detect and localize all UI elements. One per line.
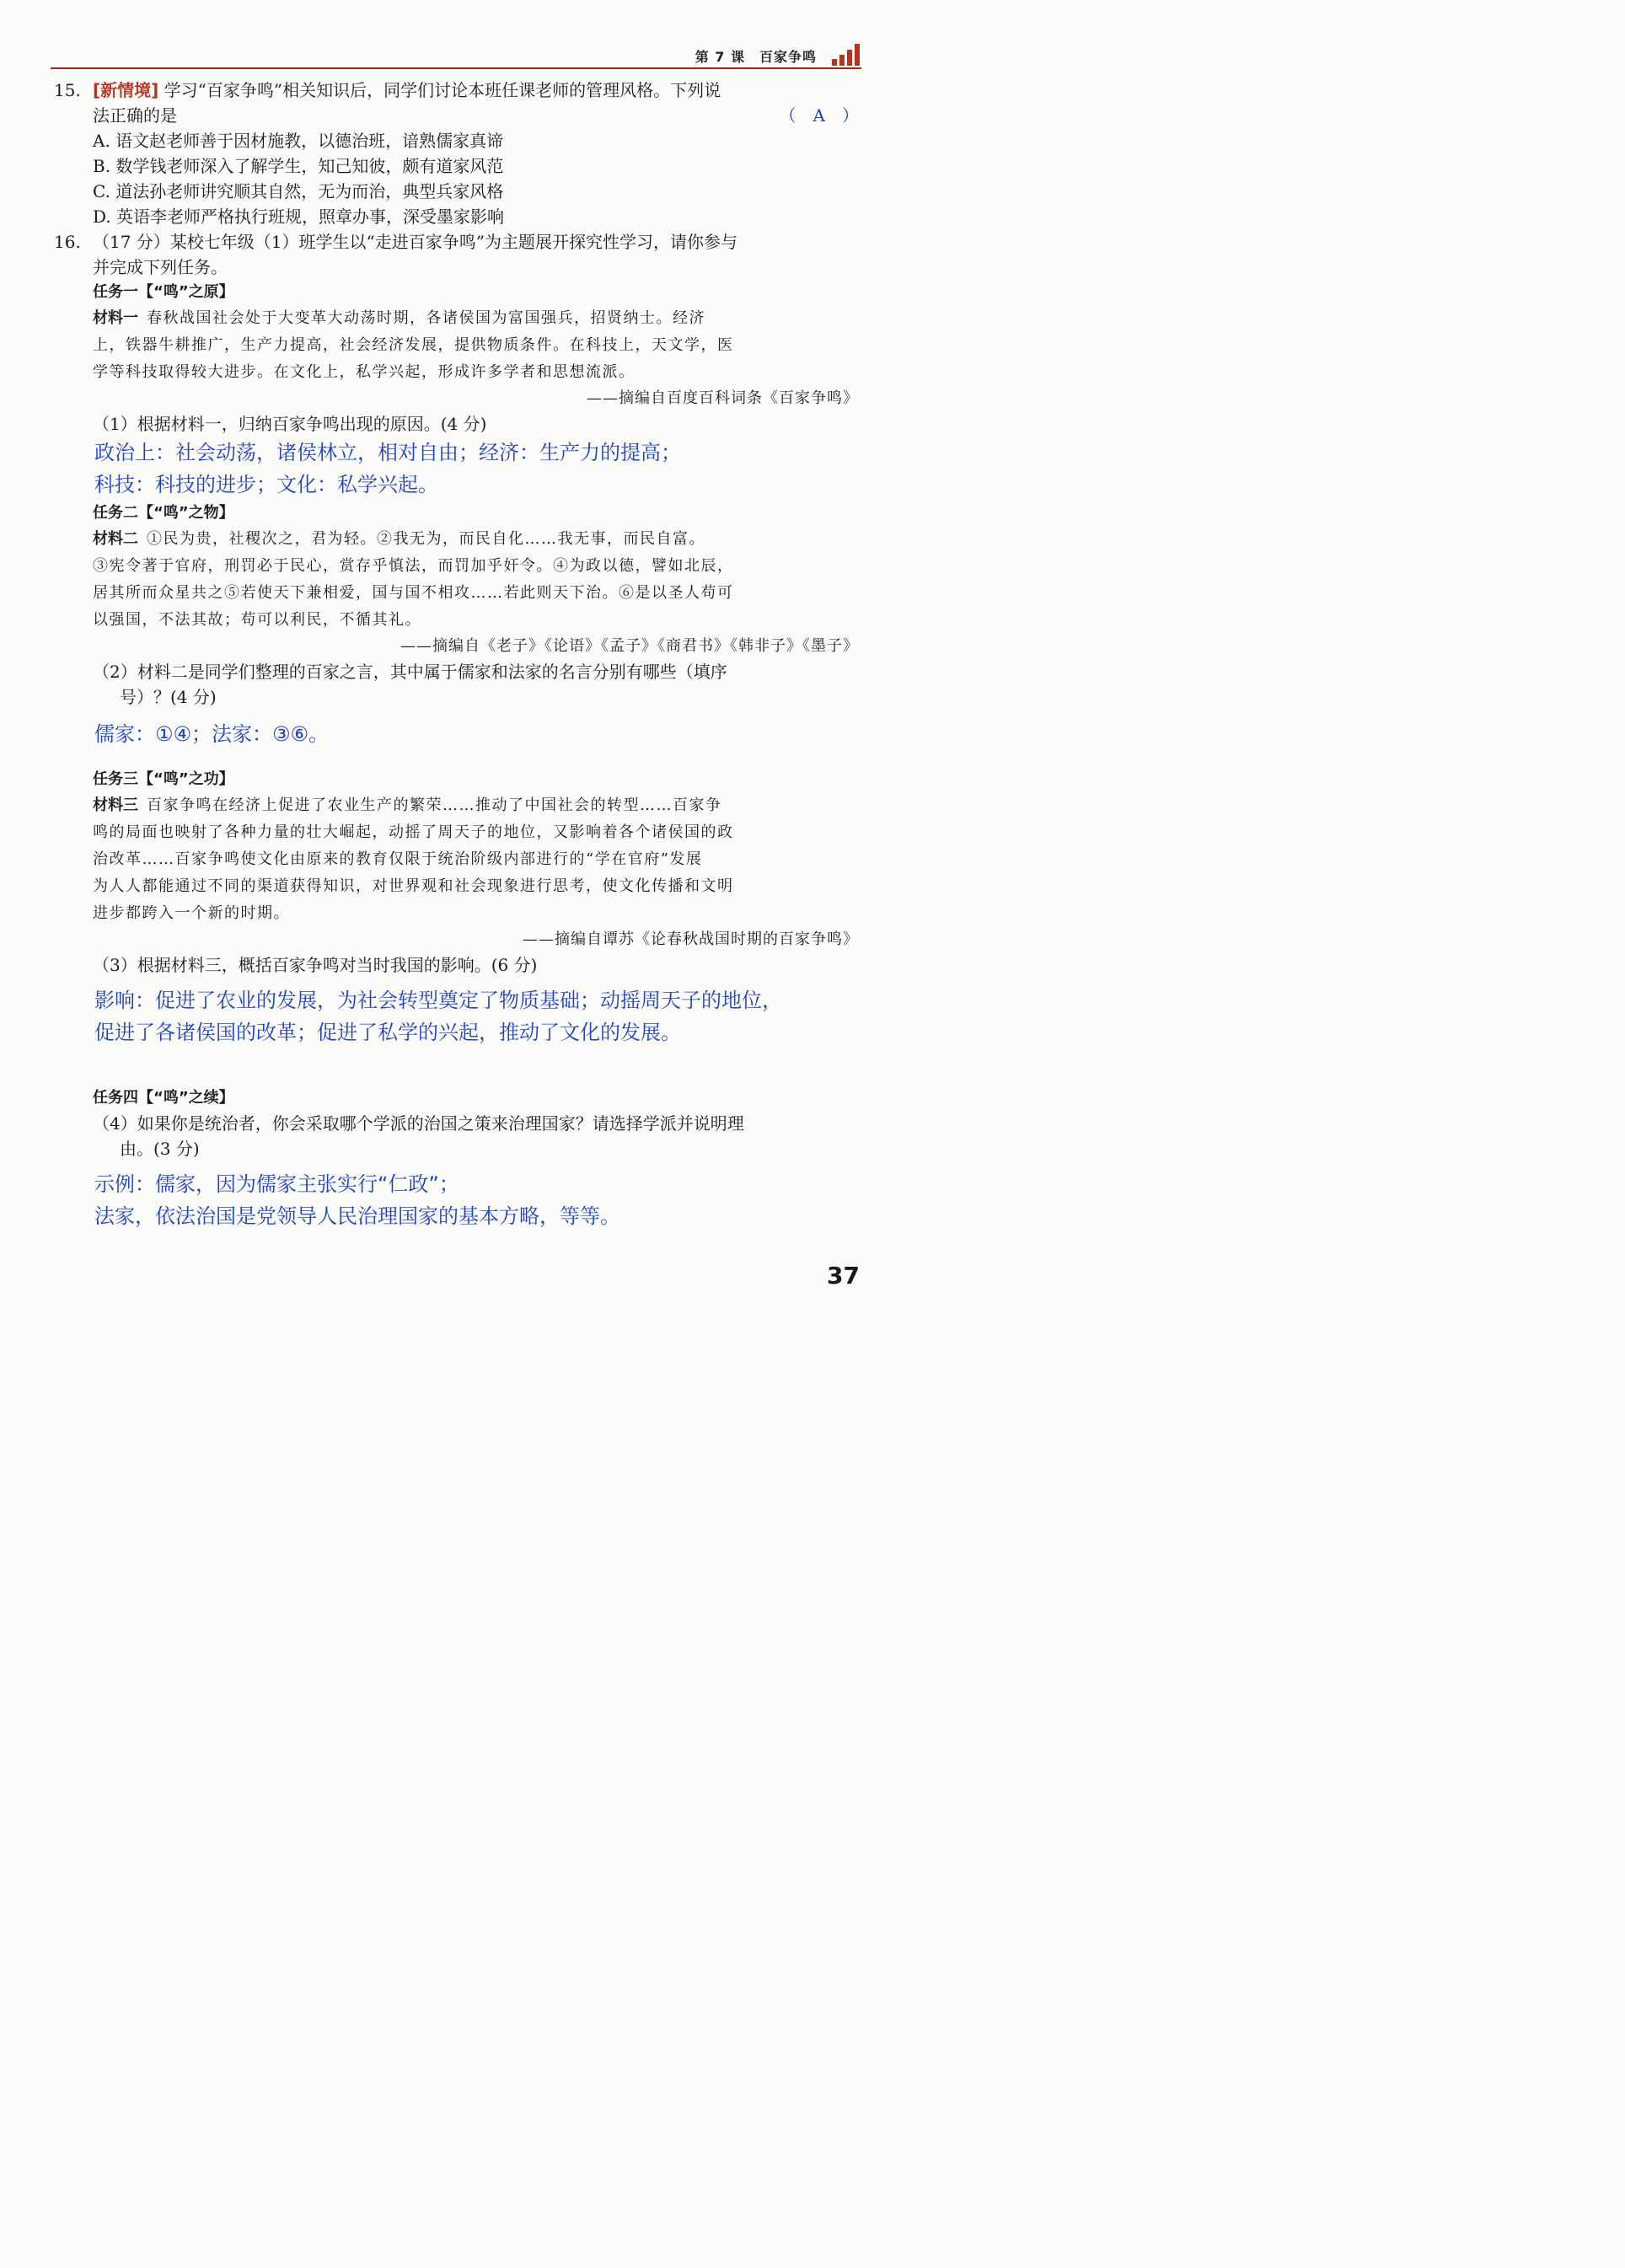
answer-2: 儒家：①④；法家：③⑥。 [94,722,330,746]
material-2-source: ——摘编自《老子》《论语》《孟子》《商君书》《韩非子》《墨子》 [400,637,859,655]
subquestion-2-continued: 号）？(4 分) [120,687,217,707]
material-label: 材料二 [93,530,138,548]
task-1-title: 任务一【“鸣”之原】 [93,283,234,301]
answer-3: 影响：促进了农业的发展，为社会转型奠定了物质基础；动摇周天子的地位， 促进了各诸侯国的改革；促进了私学的兴起，推动了文化的发展。 [94,989,782,1044]
material-1: 材料一 春秋战国社会处于大变革大动荡时期，各诸侯国为富国强兵，招贤纳士。经济 上，铁器牛耕推广，生产力提高，社会经济发展，提供物质条件。在科技上，天文学，医 学等科技取得较大进步。在文化上，私学兴起，形成许多学者和思想流派。 [93,309,734,381]
option-a: A. 语文赵老师善于因材施教，以德治班，谙熟儒家真谛 [93,131,504,151]
header-divider [51,67,861,69]
question-number: 15. [54,80,81,100]
material-3-source: ——摘编自谭苏《论春秋战国时期的百家争鸣》 [523,930,859,948]
page-header [695,44,860,66]
question-number: 16. [54,232,81,252]
option-c: C. 道法孙老师讲究顺其自然，无为而治，典型兵家风格 [93,181,504,201]
question-stem: （17 分）某校七年级（1）班学生以“走进百家争鸣”为主题展开探究性学习，请你参与 [93,232,737,252]
subquestion-2: （2）材料二是同学们整理的百家之言，其中属于儒家和法家的名言分别有哪些（填序 [93,662,727,682]
subquestion-3: （3）根据材料三，概括百家争鸣对当时我国的影响。(6 分) [93,955,538,975]
subquestion-1: （1）根据材料一，归纳百家争鸣出现的原因。(4 分) [93,414,487,434]
question-16 [54,229,859,255]
material-label: 材料一 [93,309,138,327]
page-number: 37 [827,1262,860,1289]
task-4-title: 任务四【“鸣”之续】 [93,1089,234,1107]
subquestion-4: （4）如果你是统治者，你会采取哪个学派的治国之策来治理国家？请选择学派并说明理 [93,1113,744,1134]
answer-1: 政治上：社会动荡，诸侯林立，相对自由；经济：生产力的提高； 科技：科技的进步；文化：私学兴起。 [94,441,681,496]
task-2-title: 任务二【“鸣”之物】 [93,504,234,522]
task-3-title: 任务三【“鸣”之功】 [93,770,234,788]
lesson-label: 第 7 课 百家争鸣 [695,49,817,65]
bar-chart-icon [832,44,860,66]
answer-blank: （ A ） [779,105,859,126]
question-15 [54,78,859,103]
question-stem: 学习“百家争鸣”相关知识后，同学们讨论本班任课老师的管理风格。下列说 [164,80,721,100]
option-b: B. 数学钱老师深入了解学生，知己知彼，颇有道家风范 [93,156,504,176]
answer-4: 示例：儒家，因为儒家主张实行“仁政”； 法家，依法治国是党领导人民治理国家的基本方略，等等。 [94,1172,620,1228]
question-stem-continued: 法正确的是 （ A ） [93,103,859,128]
new-context-tag: [新情境] [93,80,159,100]
material-label: 材料三 [93,796,138,814]
question-stem-continued: 并完成下列任务。 [93,257,228,277]
subquestion-4-continued: 由。(3 分) [120,1139,200,1159]
material-2: 材料二 ①民为贵，社稷次之，君为轻。②我无为，而民自化……我无事，而民自富。 ③宪令著于官府，刑罚必于民心，赏存乎慎法，而罚加乎奸令。④为政以德，譬如北辰， 居其所而众星共之⑤若使天下兼相爱，国与国不相攻……若此则天下治。⑥是以圣人苟可 以强国，不法其故；苟可以利民，不循其礼。 [93,530,734,629]
material-3: 材料三 百家争鸣在经济上促进了农业生产的繁荣……推动了中国社会的转型……百家争 鸣的局面也映射了各种力量的壮大崛起，动摇了周天子的地位，又影响着各个诸侯国的政 治改革……百家争鸣使文化由原来的教育仅限于统治阶级内部进行的“学在官府”发展 为人人都能通过不同的渠道获得知识，对世界观和社会现象进行思考，使文化传播和文明 进步都跨入一个新的时期。 [93,796,734,922]
material-1-source: ——摘编自百度百科词条《百家争鸣》 [587,389,859,407]
page-content [54,78,859,1232]
option-d: D. 英语李老师严格执行班规，照章办事，深受墨家影响 [93,206,505,227]
